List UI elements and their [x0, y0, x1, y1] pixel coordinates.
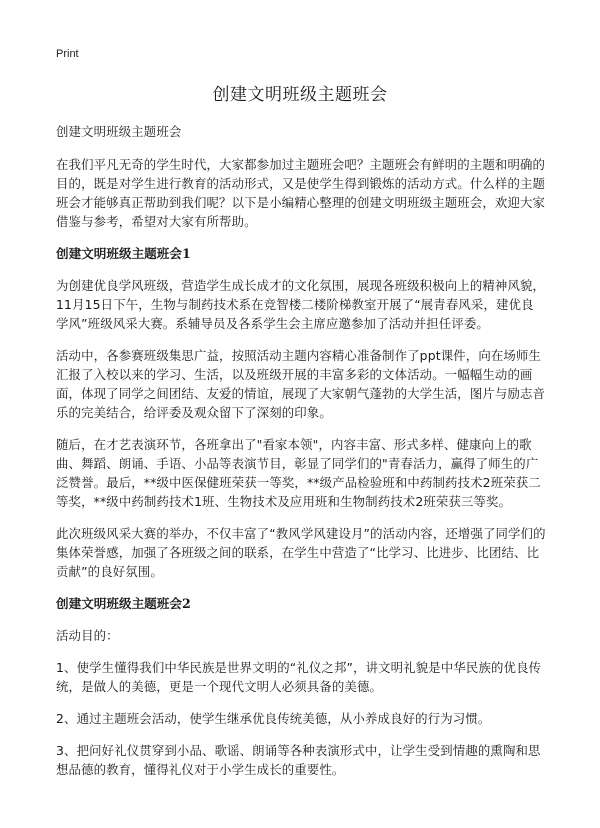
- paragraph: 活动目的：: [56, 628, 119, 643]
- section-heading-2: 创建文明班级主题班会2: [56, 596, 191, 611]
- section-heading-1: 创建文明班级主题班会1: [56, 246, 191, 261]
- document-subtitle: 创建文明班级主题班会: [56, 124, 182, 139]
- document-body: [56, 122, 546, 792]
- print-link[interactable]: Print: [56, 48, 79, 60]
- paragraph: 3、把问好礼仪贯穿到小品、歌谣、朗诵等各种表演形式中，让学生受到情趣的熏陶和思想品德的教育，懂得礼仪对于小学生成长的重要性。: [56, 743, 541, 777]
- paragraph: 1、使学生懂得我们中华民族是世界文明的“礼仪之邦”，讲文明礼貌是中华民族的优良传统，是做人的美德，更是一个现代文明人必须具备的美德。: [56, 660, 542, 694]
- paragraph: 为创建优良学风班级，营造学生成长成才的文化氛围，展现各班级积极向上的精神风貌，11月15日下午，生物与制药技术系在竞智楼二楼阶梯教室开展了“展青春风采，建优良学风”班级风采大赛。系辅导员及各系学生会主席应邀参加了活动并担任评委。: [56, 278, 546, 331]
- paragraph: 活动中，各参赛班级集思广益，按照活动主题内容精心准备制作了ppt课件，向在场师生汇报了入校以来的学习、生活，以及班级开展的丰富多彩的文体活动。一幅幅生动的画面，体现了同学之间团结、友爱的情谊，展现了大家朝气蓬勃的大学生活，图片与励志音乐的完美结合，给评委及观众留下了深刻的印象。: [56, 348, 546, 420]
- paragraph: 随后，在才艺表演环节，各班拿出了"看家本领"，内容丰富、形式多样、健康向上的歌曲、舞蹈、朗诵、手语、小品等表演节目，彰显了同学们的"青春活力，赢得了师生的广泛赞誉。最后，**级中医保健班荣获一等奖，**级产品检验班和中药制药技术2班荣获二等奖，**级中药制药技术1班、生物技术及应用班和生物制药技术2班荣获三等奖。: [56, 437, 541, 509]
- page-title: 创建文明班级主题班会: [212, 85, 388, 105]
- paragraph: 此次班级风采大赛的举办，不仅丰富了“教风学风建设月”的活动内容，还增强了同学们的集体荣誉感，加强了各班级之间的联系，在学生中营造了“比学习、比进步、比团结、比贡献”的良好氛围。: [56, 526, 546, 579]
- paragraph: 2、通过主题班会活动，使学生继承优良传统美德，从小养成良好的行为习惯。: [56, 711, 491, 726]
- intro-paragraph: 在我们平凡无奇的学生时代，大家都参加过主题班会吧？主题班会有鲜明的主题和明确的目的，既是对学生进行教育的活动形式，又是使学生得到锻炼的活动方式。什么样的主题班会才能够真正帮助到我们呢？以下是小编精心整理的创建文明班级主题班会，欢迎大家借鉴与参考，希望对大家有所帮助。: [56, 157, 546, 229]
